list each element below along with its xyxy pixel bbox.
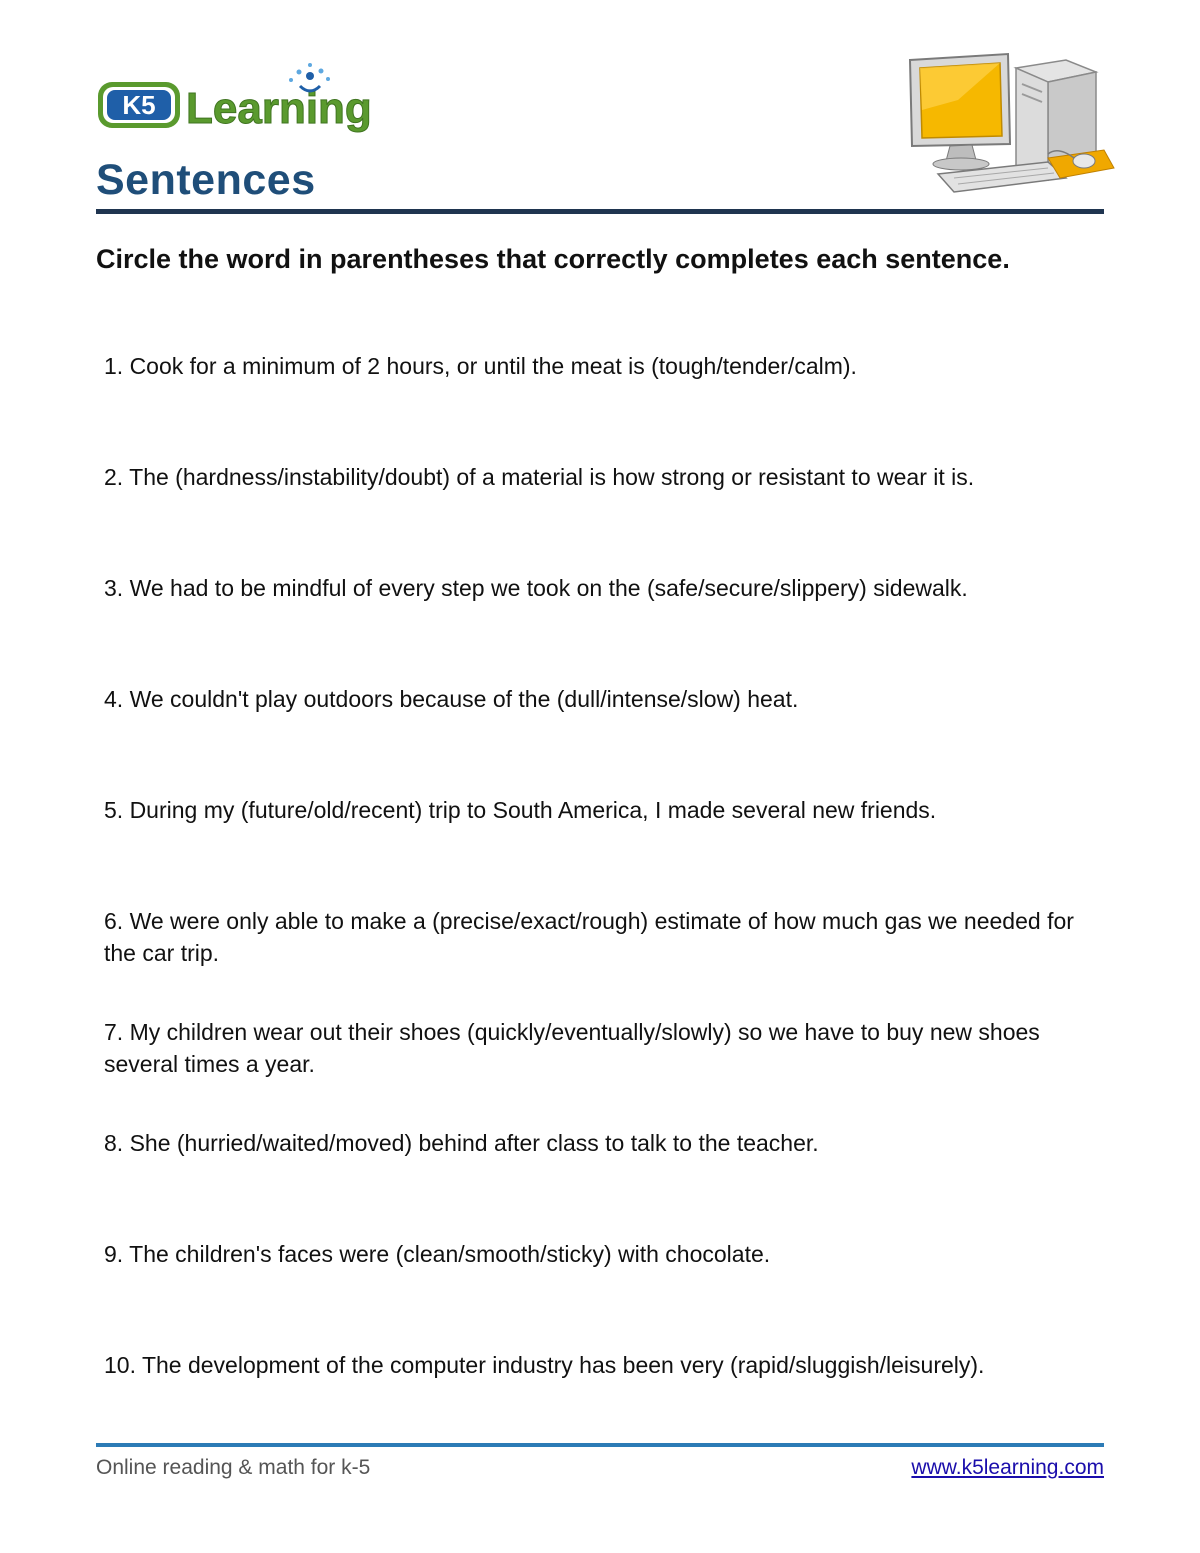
question-item: 4. We couldn't play outdoors because of the (dull/intense/slow) heat.: [104, 686, 799, 712]
title-divider: [96, 209, 1104, 214]
svg-text:K5: K5: [122, 90, 156, 120]
question-item: 6. We were only able to make a (precise/exact/rough) estimate of how much gas we needed for the car trip.: [104, 908, 1074, 966]
question-item: 8. She (hurried/waited/moved) behind after class to talk to the teacher.: [104, 1130, 819, 1156]
logo-graphic: [96, 62, 386, 142]
question-item: 7. My children wear out their shoes (quickly/eventually/slowly) so we have to buy new shoes several times a year.: [104, 1019, 1040, 1077]
question-item: 10. The development of the computer industry has been very (rapid/sluggish/leisurely).: [104, 1352, 985, 1378]
question-item: 2. The (hardness/instability/doubt) of a material is how strong or resistant to wear it is.: [104, 464, 975, 490]
instructions: Circle the word in parentheses that correctly completes each sentence.: [96, 244, 1010, 274]
question-item: 9. The children's faces were (clean/smooth/sticky) with chocolate.: [104, 1241, 771, 1267]
question-item: 5. During my (future/old/recent) trip to South America, I made several new friends.: [104, 797, 937, 823]
page-title: Sentences: [96, 156, 316, 204]
question-item: 1. Cook for a minimum of 2 hours, or until the meat is (tough/tender/calm).: [104, 353, 857, 379]
footer-website-link[interactable]: www.k5learning.com: [911, 1456, 1104, 1479]
computer-icon: [898, 50, 1116, 200]
k5-learning-logo: [96, 62, 386, 142]
footer-divider: [96, 1443, 1104, 1447]
footer-tagline: Online reading & math for k-5: [96, 1456, 371, 1479]
question-item: 3. We had to be mindful of every step we took on the (safe/secure/slippery) sidewalk.: [104, 575, 968, 601]
computer-illustration: [898, 50, 1116, 200]
svg-text:Learning: Learning: [186, 84, 372, 133]
